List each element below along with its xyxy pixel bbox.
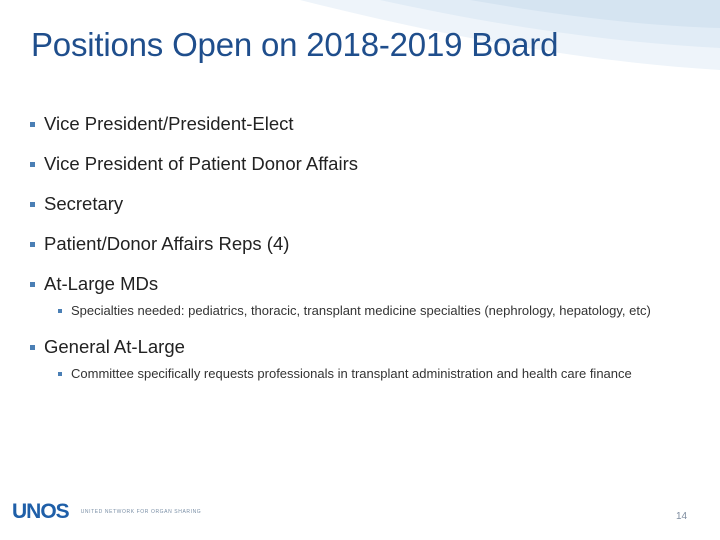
- sub-bullet-item: [58, 302, 671, 319]
- bullet-text: Patient/Donor Affairs Reps (4): [44, 233, 290, 254]
- bullet-item: [30, 192, 680, 216]
- square-bullet-icon: [30, 282, 35, 287]
- bullet-text: Vice President/President-Elect: [44, 113, 294, 134]
- logo-wordmark: UNOS: [12, 500, 69, 523]
- bullet-item: [30, 232, 680, 256]
- sub-bullet-text: Specialties needed: pediatrics, thoracic, transplant medicine specialties (nephrology, hepatology, etc): [71, 303, 651, 318]
- sub-bullet-text: Committee specifically requests professionals in transplant administration and health care finance: [71, 366, 632, 381]
- bullet-list: [30, 112, 680, 398]
- page-number: 14: [676, 511, 688, 522]
- sub-bullet-item: [58, 365, 671, 382]
- square-bullet-icon: [30, 162, 35, 167]
- bullet-item: [30, 272, 680, 319]
- logo-tagline: UNITED NETWORK FOR ORGAN SHARING: [80, 509, 202, 515]
- square-bullet-icon: [30, 202, 35, 207]
- sub-bullet-list: [44, 302, 680, 319]
- bullet-item: [30, 112, 680, 136]
- bullet-item: [30, 335, 680, 382]
- bullet-text: At-Large MDs: [44, 273, 159, 294]
- square-bullet-icon: [30, 122, 35, 127]
- square-bullet-icon: [58, 309, 62, 313]
- square-bullet-icon: [58, 372, 62, 376]
- slide-title: Positions Open on 2018-2019 Board: [31, 26, 559, 63]
- bullet-text: Secretary: [44, 193, 124, 214]
- unos-logo: [12, 500, 201, 524]
- square-bullet-icon: [30, 242, 35, 247]
- sub-bullet-list: [44, 365, 680, 382]
- bullet-item: [30, 152, 680, 176]
- square-bullet-icon: [30, 345, 35, 350]
- bullet-text: General At-Large: [44, 336, 185, 357]
- bullet-text: Vice President of Patient Donor Affairs: [44, 153, 358, 174]
